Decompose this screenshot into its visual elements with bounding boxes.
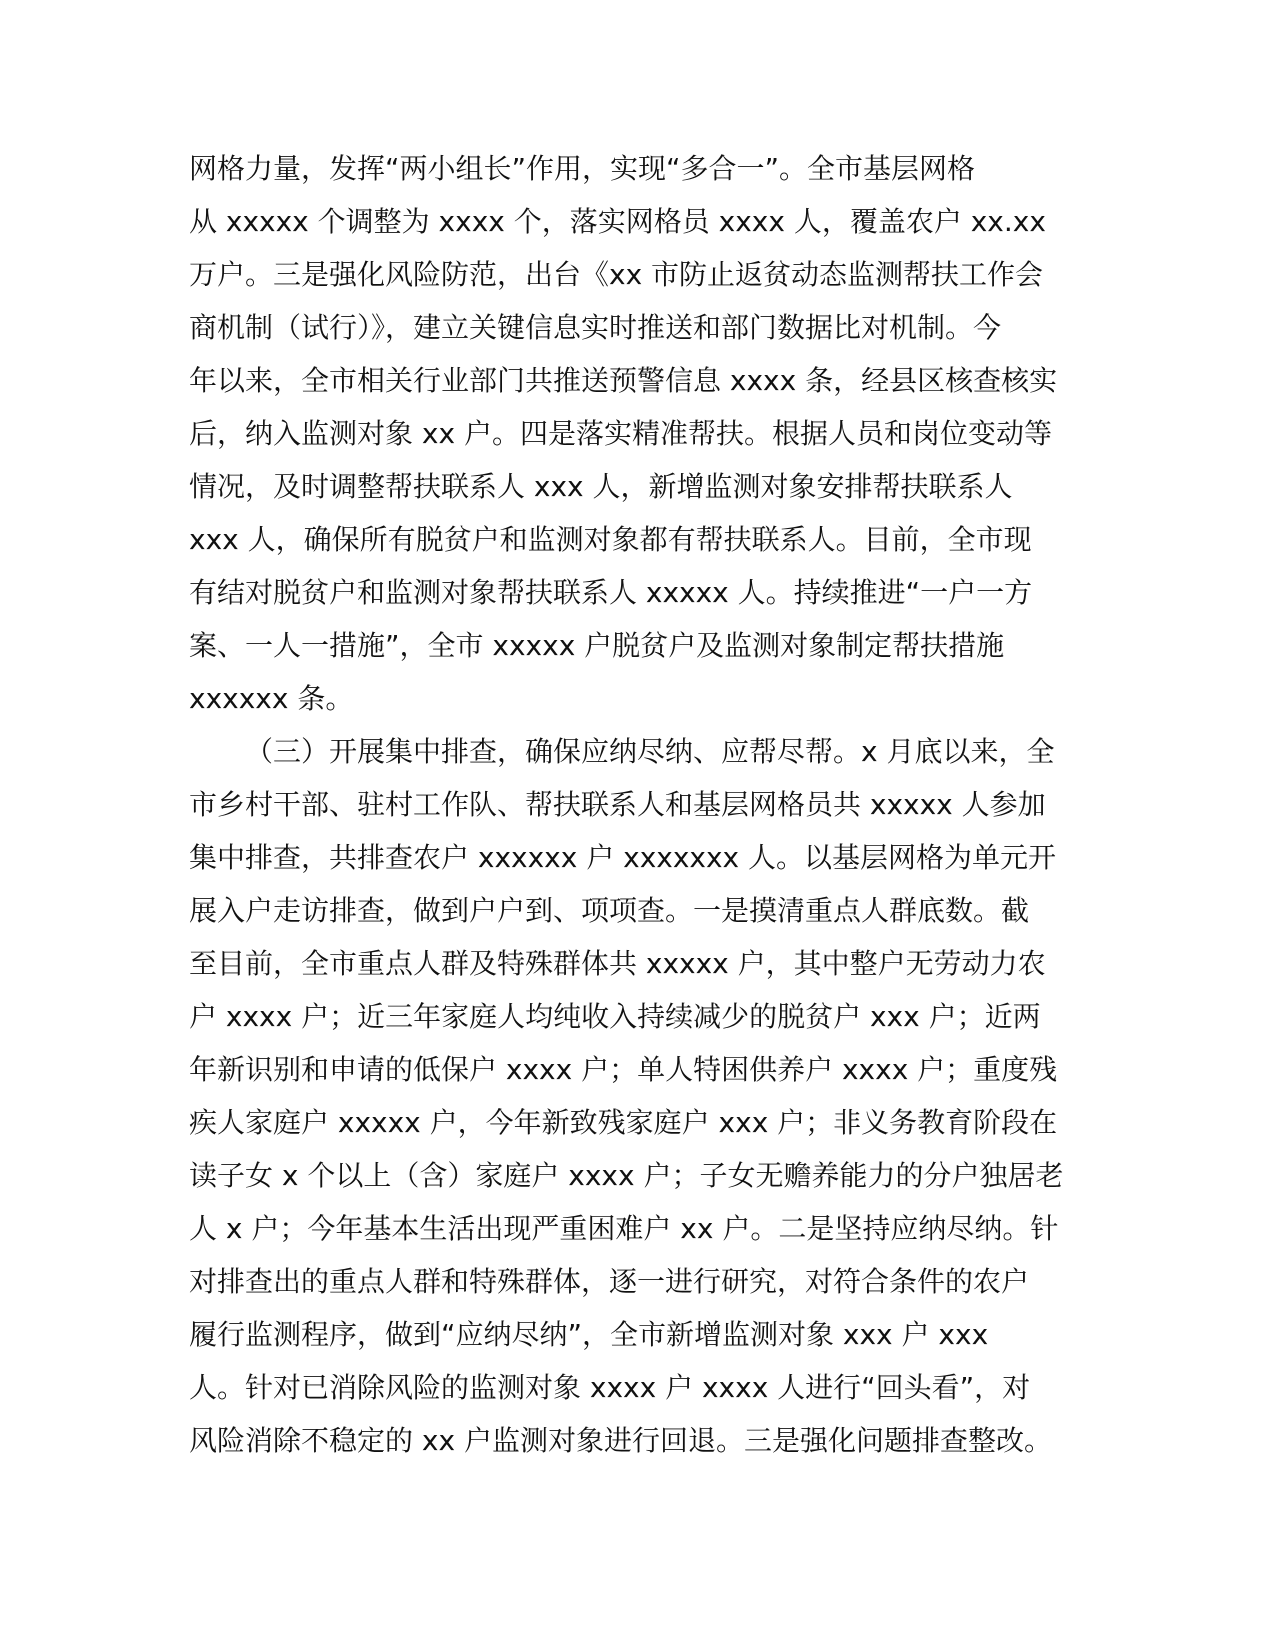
section-heading-line: （三）开展集中排查，确保应纳尽纳、应帮尽帮。x 月底以来，全: [245, 735, 1055, 768]
text-line: 年以来，全市相关行业部门共推送预警信息 xxxx 条，经县区核查核实: [189, 364, 1058, 397]
text-line: 人。针对已消除风险的监测对象 xxxx 户 xxxx 人进行“回头看”，对: [189, 1371, 1031, 1404]
text-line: 疾人家庭户 xxxxx 户，今年新致残家庭户 xxx 户；非义务教育阶段在: [189, 1106, 1058, 1139]
text-line: 户 xxxx 户；近三年家庭人均纯收入持续减少的脱贫户 xxx 户；近两: [189, 1000, 1041, 1033]
text-line: 从 xxxxx 个调整为 xxxx 个，落实网格员 xxxx 人，覆盖农户 xx.xx: [189, 205, 1046, 238]
text-line: 读子女 x 个以上（含）家庭户 xxxx 户；子女无赡养能力的分户独居老: [189, 1159, 1064, 1192]
text-line: 集中排查，共排查农户 xxxxxx 户 xxxxxxx 人。以基层网格为单元开: [189, 841, 1057, 874]
text-line: 后，纳入监测对象 xx 户。四是落实精准帮扶。根据人员和岗位变动等: [189, 417, 1052, 450]
text-line: 履行监测程序，做到“应纳尽纳”，全市新增监测对象 xxx 户 xxx: [189, 1318, 989, 1351]
text-line: 市乡村干部、驻村工作队、帮扶联系人和基层网格员共 xxxxx 人参加: [189, 788, 1046, 821]
text-line: 展入户走访排查，做到户户到、项项查。一是摸清重点人群底数。截: [189, 894, 1030, 927]
text-line: 至目前，全市重点人群及特殊群体共 xxxxx 户，其中整户无劳动力农: [189, 947, 1046, 980]
text-line: 情况，及时调整帮扶联系人 xxx 人，新增监测对象安排帮扶联系人: [189, 470, 1013, 503]
text-line: 万户。三是强化风险防范，出台《xx 市防止返贫动态监测帮扶工作会: [189, 258, 1044, 291]
text-line: 案、一人一措施”，全市 xxxxx 户脱贫户及监测对象制定帮扶措施: [189, 629, 1005, 662]
text-line: xxxxxx 条。: [189, 682, 354, 715]
text-line: 网格力量，发挥“两小组长”作用，实现“多合一”。全市基层网格: [189, 152, 976, 185]
text-line: xxx 人，确保所有脱贫户和监测对象都有帮扶联系人。目前，全市现: [189, 523, 1032, 556]
text-line: 人 x 户；今年基本生活出现严重困难户 xx 户。二是坚持应纳尽纳。针: [189, 1212, 1059, 1245]
text-line: 年新识别和申请的低保户 xxxx 户；单人特困供养户 xxxx 户；重度残: [189, 1053, 1058, 1086]
text-line: 商机制（试行）》，建立关键信息实时推送和部门数据比对机制。今: [189, 311, 1002, 344]
text-line: 有结对脱贫户和监测对象帮扶联系人 xxxxx 人。持续推进“一户一方: [189, 576, 1033, 609]
text-line: 风险消除不稳定的 xx 户监测对象进行回退。三是强化问题排查整改。: [189, 1424, 1052, 1457]
body-text: [189, 142, 1089, 1467]
text-line: 对排查出的重点人群和特殊群体，逐一进行研究，对符合条件的农户: [189, 1265, 1030, 1298]
